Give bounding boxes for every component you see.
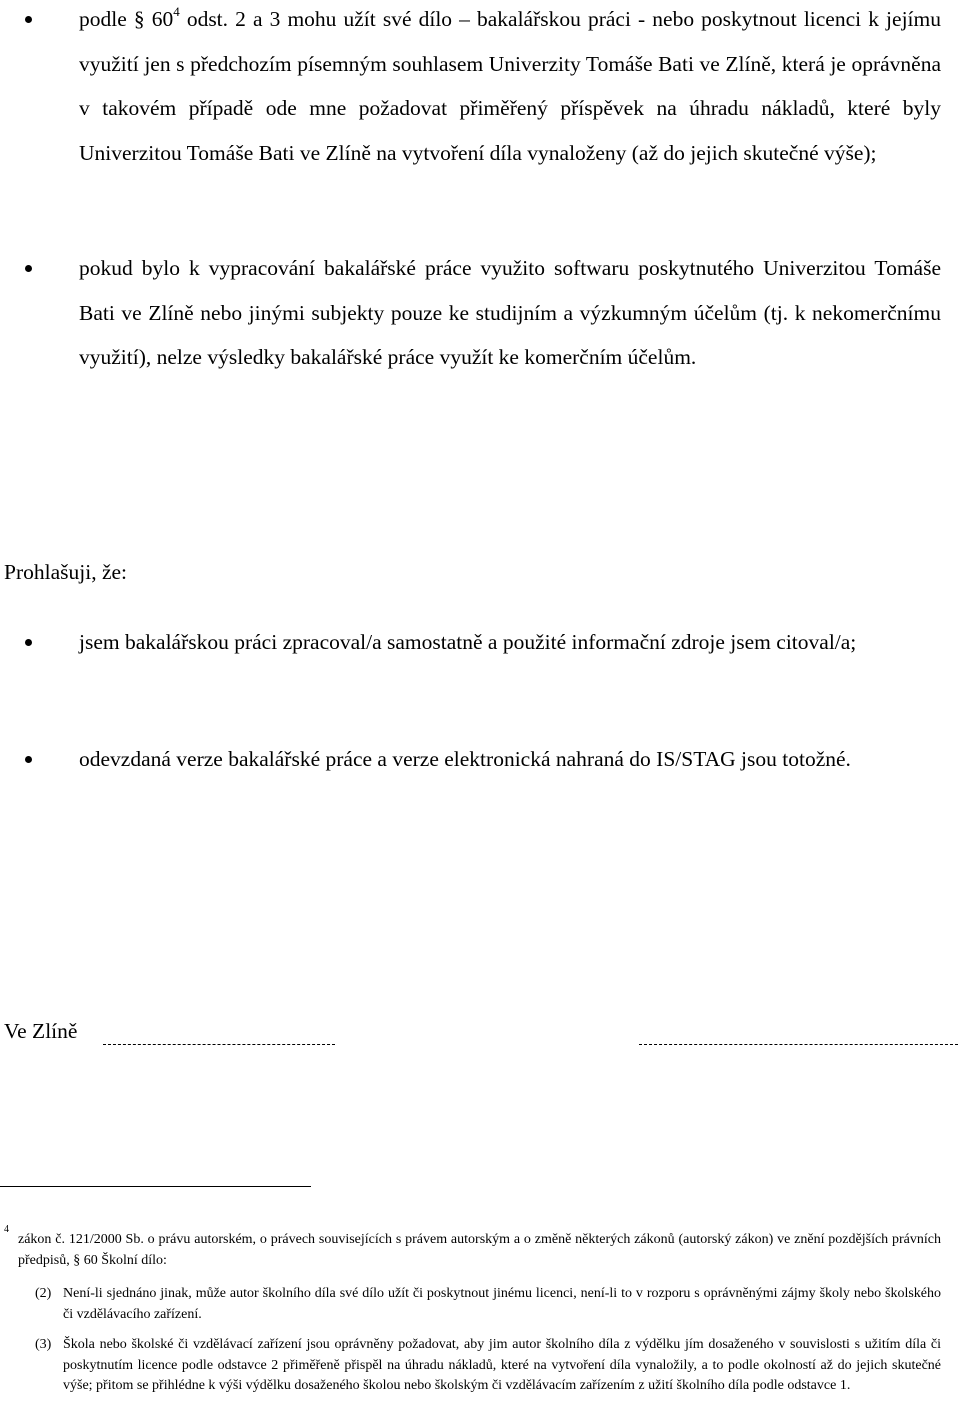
footnote-reference: 4 — [173, 3, 180, 19]
list-item-text: odst. 2 a 3 mohu užít své dílo – bakalářskou práci - nebo poskytnout licenci k jejímu využití jen s předchozím písemným souhlasem Univerzity Tomáše Bati ve Zlíně, která je oprávněna v takovém případě ode mne požadovat přiměřený příspěvek na úhradu nákladů, které byly Univerzitou Tomáše Bati ve Zlíně na vytvoření díla vynaloženy (až do jejich skutečné výše); — [79, 7, 941, 165]
footnote-paragraph-number: (2) — [35, 1286, 52, 1301]
footnote-text: zákon č. 121/2000 Sb. o právu autorském, o právech souvisejících s právem autorským a o změně některých zákonů (autorský zákon) ve znění pozdějších právních předpisů, § 60 Školní dílo: — [18, 1232, 941, 1268]
bullet-dot-icon — [25, 16, 32, 23]
footnote-paragraph — [35, 1335, 941, 1397]
footnote-paragraph-number: (3) — [35, 1337, 52, 1352]
list-item-software-use: pokud bylo k vypracování bakalářské práce využito softwaru poskytnutého Univerzitou Tomáše Bati ve Zlíně nebo jinými subjekty pouze ke studijním a výzkumným účelům (tj. k nekomerčnímu využití), nelze výsledky bakalářské práce využít ke komerčním účelům. — [79, 256, 941, 369]
declaration-heading: Prohlašuji, že: — [4, 560, 128, 584]
list-item-declaration-independent: jsem bakalářskou práci zpracoval/a samostatně a použité informační zdroje jsem citoval/a; — [79, 630, 857, 654]
footnote-mark: 4 — [4, 1224, 9, 1235]
signature-place-label: Ve Zlíně — [4, 1019, 78, 1043]
footnote-paragraph — [35, 1284, 941, 1325]
date-dotted-line — [103, 1044, 335, 1045]
list-item-declaration-identical: odevzdaná verze bakalářské práce a verze elektronická nahraná do IS/STAG jsou totožné. — [79, 747, 851, 771]
footnote-paragraph-text: Škola nebo školské či vzdělávací zařízení jsou oprávněny požadovat, aby jim autor školního díla z výdělku jím dosaženého v souvislosti s užitím díla či poskytnutím licence podle odstavce 2 přiměřeně přispěl na úhradu nákladů, které na vytvoření díla vynaložily, a to podle okolností až do jejich skutečné výše; přitom se přihlédne k výši výdělku dosaženého školou nebo školským či vzdělávacím zařízením z užití školního díla podle odstavce 1. — [63, 1337, 941, 1393]
bullet-dot-icon — [25, 265, 32, 272]
signature-dotted-line — [639, 1044, 958, 1045]
footnote-paragraph-text: Není-li sjednáno jinak, může autor školního díla své dílo užít či poskytnout jinému licenci, není-li to v rozporu s oprávněnými zájmy školy nebo školského či vzdělávacího zařízení. — [63, 1286, 941, 1322]
footnote-separator — [0, 1186, 311, 1187]
bullet-dot-icon — [25, 756, 32, 763]
bullet-dot-icon — [25, 639, 32, 646]
list-item-text: podle § 60 — [79, 7, 174, 31]
list-item-license-consent — [79, 0, 941, 175]
